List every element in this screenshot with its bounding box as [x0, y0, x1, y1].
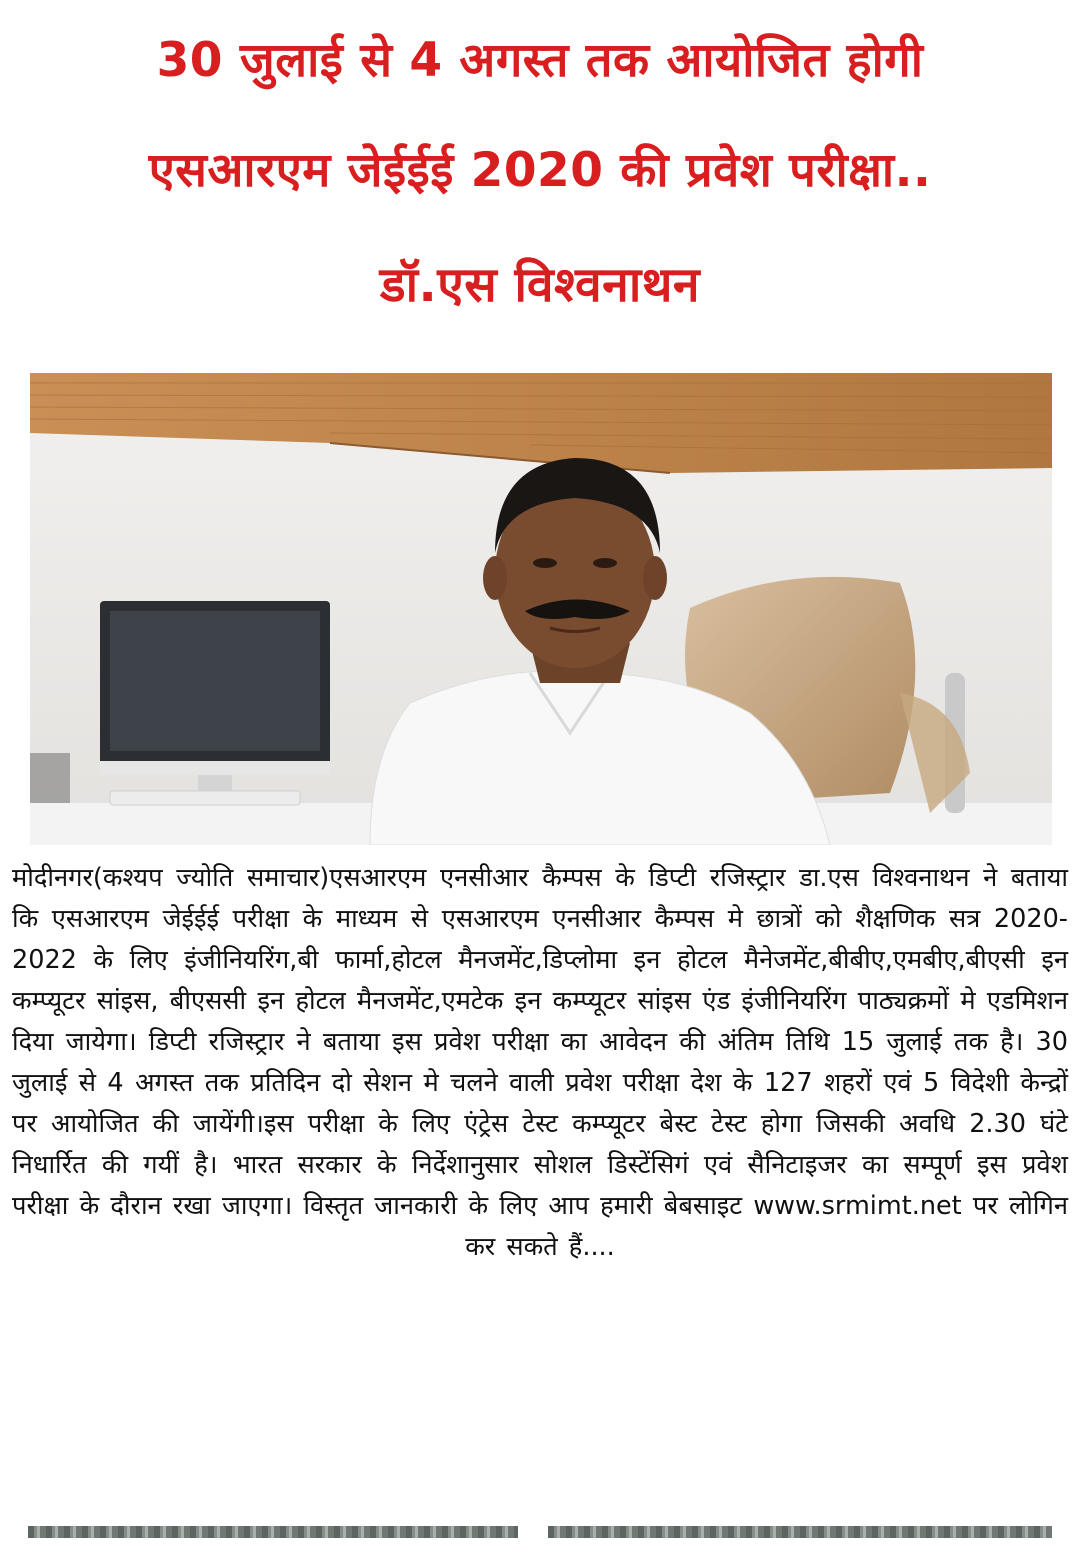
bottom-image-strip-left — [28, 1526, 518, 1538]
headline-line-2: एसआरएम जेईईई 2020 की प्रवेश परीक्षा.. — [148, 143, 932, 198]
headline-byline: डॉ.एस विश्वनाथन — [379, 257, 701, 313]
headline — [0, 30, 1080, 316]
headline-line-1: 30 जुलाई से 4 अगस्त तक आयोजित होगी — [156, 33, 924, 88]
portrait-photo — [30, 373, 1052, 845]
article-body: मोदीनगर(कश्यप ज्योति समाचार)एसआरएम एनसीआर कैम्पस के डिप्टी रजिस्ट्रार डा.एस विश्वनाथन ने बताया कि एसआरएम जेईईई परीक्षा के माध्यम से एसआरएम एनसीआर कैम्पस मे छात्रों को शैक्षणिक सत्र 2020-2022 के लिए इंजीनियरिंग,बी फार्मा,होटल मैनजमेंट,डिप्लोमा इन होटल मैनेजमेंट,बीबीए,एमबीए,बीएसी इन कम्प्यूटर सांइस, बीएससी इन होटल मैनजमेंट,एमटेक इन कम्प्यूटर सांइस एंड इंजीनियरिंग पाठ्यक्रमों मे एडमिशन दिया जायेगा। डिप्टी रजिस्ट्रार ने बताया इस प्रवेश परीक्षा का आवेदन की अंतिम तिथि 15 जुलाई तक है। 30 जुलाई से 4 अगस्त तक प्रतिदिन दो सेशन मे चलने वाली प्रवेश परीक्षा देश के 127 शहरों एवं 5 विदेशी केन्द्रों पर आयोजित की जायेंगी।इस परीक्षा के लिए एंट्रेस टेस्ट कम्प्यूटर बेस्ट टेस्ट होगा जिसकी अवधि 2.30 घंटे निधार्रित की गयीं है। भारत सरकार के निर्देशानुसार सोशल डिस्टेंसिगं एवं सैनिटाइजर का सम्पूर्ण इस प्रवेश परीक्षा के दौरान रखा जाएगा। विस्तृत जानकारी के लिए आप हमारी बेबसाइट www.srmimt.net पर लोगिन कर सकते हैं.... — [12, 863, 1068, 1262]
office-portrait-illustration — [30, 373, 1052, 845]
bottom-image-strip-right — [548, 1526, 1052, 1538]
